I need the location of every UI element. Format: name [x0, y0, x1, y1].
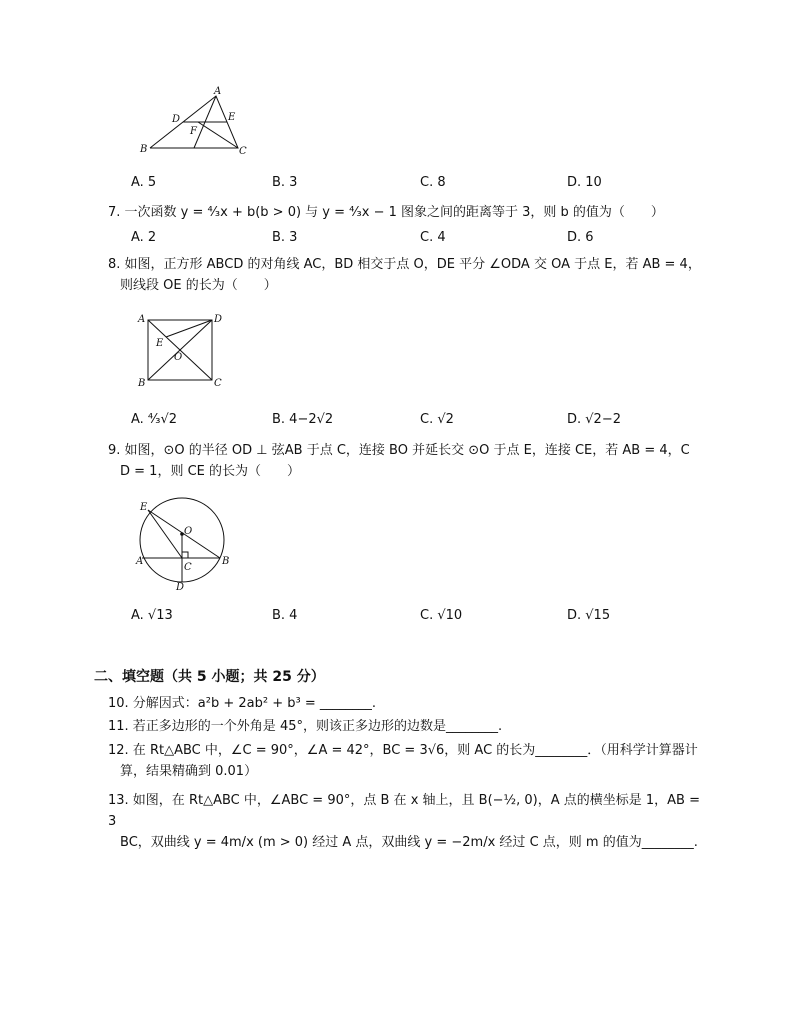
q9-line1: 9. 如图，⊙O 的半径 OD ⊥ 弦AB 于点 C，连接 BO 并延长交 ⊙O 于点 E，连接 CE，若 AB = 4，C [108, 443, 690, 458]
label-b: B [138, 378, 146, 389]
label-a: A [138, 314, 146, 325]
q11-text: 11. 若正多边形的一个外角是 45°，则该正多边形的边数是________. [108, 719, 503, 734]
q9-options [131, 608, 651, 626]
question-13 [108, 790, 708, 853]
q6-option-d[interactable]: D. 10 [567, 175, 602, 190]
q6-option-b[interactable]: B. 3 [272, 175, 298, 190]
q9-option-c[interactable]: C. √10 [420, 608, 463, 623]
q8-line1: 8. 如图，正方形 ABCD 的对角线 AC，BD 相交于点 O，DE 平分 ∠ODA 交 OA 于点 E，若 AB = 4， [108, 257, 701, 272]
q12-line2: 算，结果精确到 0.01） [120, 764, 258, 779]
segment-ec [148, 510, 182, 558]
square-figure-q8 [136, 310, 226, 390]
label-d: D [176, 582, 185, 592]
q13-line1: 13. 如图，在 Rt△ABC 中，∠ABC = 90°，点 B 在 x 轴上，且 B(−½, 0)，A 点的横坐标是 1，AB = 3 [108, 793, 701, 829]
circle-figure-q9 [134, 496, 234, 592]
label-b: B [222, 556, 230, 567]
q13-line2: BC，双曲线 y = 4m/x (m > 0) 经过 A 点，双曲线 y = −2m/x 经过 C 点，则 m 的值为________. [120, 835, 698, 850]
q7-option-b[interactable]: B. 3 [272, 230, 298, 245]
label-o: O [184, 526, 193, 537]
label-a: A [214, 86, 222, 97]
right-angle-mark [182, 552, 188, 558]
q8-option-a[interactable]: A. ⁴⁄₃√2 [131, 412, 178, 427]
q8-line2: 则线段 OE 的长为（ ） [120, 278, 277, 293]
label-b: B [140, 144, 148, 155]
label-e: E [228, 112, 236, 123]
label-c: C [184, 562, 192, 573]
q12-line1: 12. 在 Rt△ABC 中，∠C = 90°，∠A = 42°，BC = 3√6，则 AC 的长为________．（用科学计算器计 [108, 743, 698, 758]
triangle-figure-q6 [136, 86, 256, 158]
q6-option-a[interactable]: A. 5 [131, 175, 157, 190]
segment-de [166, 320, 212, 337]
question-11 [108, 716, 708, 737]
label-e: E [156, 338, 164, 349]
q7-options [131, 230, 651, 248]
label-o: O [174, 352, 183, 363]
label-c: C [239, 146, 247, 157]
q8-option-b[interactable]: B. 4−2√2 [272, 412, 334, 427]
q9-option-d[interactable]: D. √15 [567, 608, 611, 623]
q8-option-d[interactable]: D. √2−2 [567, 412, 621, 427]
q8-options [131, 412, 651, 430]
label-d: D [172, 114, 181, 125]
q9-line2: D = 1，则 CE 的长为（ ） [120, 464, 300, 479]
q7-text: 7. 一次函数 y = ⁴⁄₃x + b(b > 0) 与 y = ⁴⁄₃x − 1 图象之间的距离等于 3，则 b 的值为（ ） [108, 205, 664, 220]
q10-text: 10. 分解因式：a²b + 2ab² + b³ = ________. [108, 696, 377, 711]
question-7 [108, 202, 708, 223]
question-8 [108, 254, 708, 296]
q9-option-b[interactable]: B. 4 [272, 608, 298, 623]
q6-options [131, 175, 651, 193]
q8-option-c[interactable]: C. √2 [420, 412, 454, 427]
label-e: E [140, 502, 148, 513]
q6-option-c[interactable]: C. 8 [420, 175, 446, 190]
question-12 [108, 740, 708, 782]
label-f: F [190, 126, 197, 137]
question-10 [108, 693, 708, 714]
label-a: A [136, 556, 144, 567]
q9-option-a[interactable]: A. √13 [131, 608, 173, 623]
q7-option-d[interactable]: D. 6 [567, 230, 594, 245]
label-c: C [214, 378, 222, 389]
label-d: D [214, 314, 223, 325]
section-heading-fill-in: 二、填空题（共 5 小题；共 25 分） [94, 669, 325, 685]
q7-option-a[interactable]: A. 2 [131, 230, 157, 245]
question-9 [108, 440, 708, 482]
q7-option-c[interactable]: C. 4 [420, 230, 446, 245]
